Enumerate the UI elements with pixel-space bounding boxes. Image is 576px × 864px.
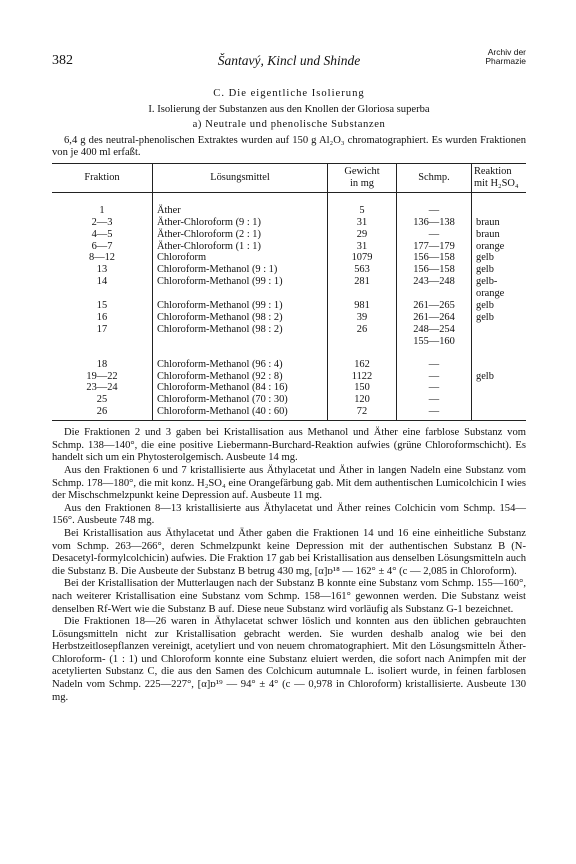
header-gewicht-line-1: Gewicht xyxy=(344,165,380,177)
header-fraktion: Fraktion xyxy=(52,163,153,192)
header-reaktion xyxy=(472,163,527,192)
cell-fraktion: 14 xyxy=(96,276,108,288)
cell-fraktion: 15 xyxy=(96,300,108,312)
cell-schmp: 136—138 xyxy=(397,217,472,229)
cell-fraktion: 26 xyxy=(52,406,153,420)
cell-fraktion: 4—5 xyxy=(91,228,113,240)
table-row xyxy=(52,336,526,348)
header-gewicht xyxy=(328,163,397,192)
cell-fraktion: 8—12 xyxy=(89,252,115,264)
cell-gewicht: 162 xyxy=(328,348,397,371)
running-header xyxy=(52,48,526,70)
cell-schmp: 177—179 xyxy=(397,241,472,253)
table-row xyxy=(52,394,526,406)
cell-reaktion: braun xyxy=(472,229,527,241)
header-reaktion-line-1: Reaktion xyxy=(474,165,512,177)
cell-schmp: 248—254 xyxy=(397,324,472,336)
journal-line-1: Archiv der xyxy=(487,47,526,57)
header-reaktion-line-2: mit H₂SO₄ xyxy=(474,177,519,189)
header-schmp: Schmp. xyxy=(397,163,472,192)
cell-loesungsmittel: Chloroform-Methanol (40 : 60) xyxy=(153,406,328,420)
cell-fraktion: 13 xyxy=(96,264,108,276)
cell-gewicht xyxy=(328,336,397,348)
paragraph: Die Fraktionen 18—26 waren in Äthylacetat schwer löslich und konnten aus den üblichen gebrauchten Lösungsmitteln nicht zur Kristallisation gebracht werden. Sie wurden deshalb analog wie bei den Herbstzeitlosepflanzen vereinigt, acetyliert und von neuem chromatographiert. Mit den Lösungsmitteln Äther-Chloroform- (1 : 1) und Chloroform konnte eine Substanz eluiert werden, die sofort nach Animpfen mit der acetylierten Substanz C, die aus den Samen des Colchicum autumnale L. isoliert wurde, in feinen farblosen Nadeln vom Schmp. 225—227°, [α]ᴅ¹⁹ — 94° ± 4° (c — 0,978 in Chloroform) kristallisierte. Ausbeute 130 mg. xyxy=(52,616,526,703)
section-subheading: I. Isolierung der Substanzen aus den Knollen der Gloriosa superba xyxy=(148,103,430,115)
cell-schmp: 156—158 xyxy=(397,264,472,276)
table-row xyxy=(52,406,526,420)
cell-fraktion xyxy=(52,336,153,348)
cell-loesungsmittel: Äther-Chloroform (2 : 1) xyxy=(153,229,328,241)
cell-reaktion xyxy=(472,348,527,371)
cell-fraktion: 2—3 xyxy=(91,216,113,228)
page-number: 382 xyxy=(52,53,73,68)
table-row xyxy=(52,348,526,371)
cell-loesungsmittel: Chloroform-Methanol (9 : 1) xyxy=(153,264,328,276)
table-row xyxy=(52,324,526,336)
cell-reaktion: gelb xyxy=(472,264,527,276)
cell-reaktion xyxy=(472,382,527,394)
header-authors: Šantavý, Kincl und Shinde xyxy=(217,53,361,68)
table-row xyxy=(52,192,526,216)
table-row xyxy=(52,229,526,241)
cell-schmp: — xyxy=(397,229,472,241)
cell-fraktion: 19—22 xyxy=(86,370,118,382)
table-body xyxy=(52,192,526,420)
cell-reaktion: gelb xyxy=(472,371,527,383)
cell-schmp: 155—160 xyxy=(397,336,472,348)
table-row xyxy=(52,217,526,229)
cell-reaktion: orange xyxy=(472,241,527,253)
cell-reaktion xyxy=(472,192,527,216)
table-row xyxy=(52,371,526,383)
cell-schmp: 156—158 xyxy=(397,252,472,264)
cell-schmp: 261—264 xyxy=(397,312,472,324)
cell-gewicht: 1079 xyxy=(328,252,397,264)
cell-loesungsmittel: Chloroform-Methanol (70 : 30) xyxy=(153,394,328,406)
page-content xyxy=(52,88,526,704)
cell-gewicht: 72 xyxy=(328,406,397,420)
fractions-table xyxy=(52,163,526,421)
cell-gewicht: 981 xyxy=(328,300,397,312)
cell-loesungsmittel: Chloroform-Methanol (98 : 2) xyxy=(153,312,328,324)
paragraph: Aus den Fraktionen 6 und 7 kristallisierte aus Äthylacetat und Äther in langen Nadeln eine Substanz vom Schmp. 178—180°, die mit konz. H₂SO₄ eine Orangefärbung gab. Mit dem authentischen Lumicolchicin I wies der Mischschmelzpunkt keine Depression auf. Ausbeute 11 mg. xyxy=(52,464,526,502)
cell-loesungsmittel: Äther-Chloroform (9 : 1) xyxy=(153,217,328,229)
body-text xyxy=(52,427,526,704)
cell-loesungsmittel: Äther-Chloroform (1 : 1) xyxy=(153,241,328,253)
cell-schmp: — xyxy=(397,348,472,371)
cell-reaktion xyxy=(472,336,527,348)
cell-loesungsmittel: Chloroform-Methanol (92 : 8) xyxy=(153,371,328,383)
cell-gewicht: 5 xyxy=(328,192,397,216)
cell-schmp: 243—248 xyxy=(397,276,472,300)
cell-schmp: — xyxy=(397,382,472,394)
cell-gewicht: 26 xyxy=(328,324,397,336)
paragraph: Bei Kristallisation aus Äthylacetat und Äther gaben die Fraktionen 14 und 16 eine einheitliche Substanz vom Schmp. 263—266°, deren Schmelzpunkt keine Depression mit der authentischen Substanz B (N-Desacetyl-formylcolchicin) aufwies. Die Fraktion 17 gab bei Kristallisation aus denselben Lösungsmitteln auch die Substanz B. Die Ausbeute der Substanz B betrug 430 mg, [α]ᴅ¹⁸ — 162° ± 4° (c — 2,085 in Chloroform). xyxy=(52,527,526,577)
cell-reaktion: gelb xyxy=(472,252,527,264)
cell-reaktion: gelb xyxy=(472,312,527,324)
cell-schmp: — xyxy=(397,406,472,420)
cell-fraktion: 17 xyxy=(96,323,108,335)
header-loesungsmittel: Lösungsmittel xyxy=(153,163,328,192)
cell-loesungsmittel: Chloroform-Methanol (99 : 1) xyxy=(153,300,328,312)
cell-loesungsmittel: Chloroform xyxy=(153,252,328,264)
cell-loesungsmittel: Chloroform-Methanol (84 : 16) xyxy=(153,382,328,394)
cell-reaktion: gelb xyxy=(472,300,527,312)
cell-reaktion: braun xyxy=(472,217,527,229)
cell-reaktion xyxy=(472,406,527,420)
cell-fraktion: 25 xyxy=(96,394,108,406)
intro-paragraph: 6,4 g des neutral-phenolischen Extraktes wurden auf 150 g Al₂O₃ chromatographiert. Es wurden Fraktionen von je 400 ml erfaßt. xyxy=(52,134,526,159)
cell-schmp: — xyxy=(397,394,472,406)
cell-schmp: — xyxy=(397,371,472,383)
journal-name xyxy=(485,48,526,66)
cell-gewicht: 281 xyxy=(328,276,397,300)
cell-fraktion: 18 xyxy=(96,358,108,370)
cell-schmp: — xyxy=(397,192,472,216)
section-subsubheading: a) Neutrale und phenolische Substanzen xyxy=(192,119,386,131)
paragraph: Aus den Fraktionen 8—13 kristallisierte aus Äthylacetat und Äther reines Colchicin vom Schmp. 154—156°. Ausbeute 748 mg. xyxy=(52,502,526,527)
cell-reaktion xyxy=(472,394,527,406)
table-row xyxy=(52,382,526,394)
cell-fraktion: 1 xyxy=(99,204,105,216)
paragraph: Bei der Kristallisation der Mutterlaugen nach der Substanz B konnte eine Substanz vom Schmp. 155—160°, nach weiterer Kristallisation eine Substanz vom Schmp. 158—161° gewonnen werden. Die Substanz weist denselben Rf-Wert wie die Substanz B auf. Diese neue Substanz wird vorläufig als Substanz G-1 bezeichnet. xyxy=(52,578,526,615)
cell-gewicht: 31 xyxy=(328,241,397,253)
cell-reaktion: gelb-orange xyxy=(472,276,527,300)
cell-gewicht: 150 xyxy=(328,382,397,394)
cell-loesungsmittel: Chloroform-Methanol (96 : 4) xyxy=(153,348,328,371)
journal-line-2: Pharmazie xyxy=(485,56,526,66)
cell-loesungsmittel: Äther xyxy=(153,192,328,216)
cell-schmp: 261—265 xyxy=(397,300,472,312)
cell-gewicht: 39 xyxy=(328,312,397,324)
table-row xyxy=(52,276,526,300)
table-row xyxy=(52,264,526,276)
cell-fraktion: 23—24 xyxy=(86,382,118,394)
cell-fraktion: 6—7 xyxy=(91,240,113,252)
table-row xyxy=(52,241,526,253)
cell-fraktion: 16 xyxy=(96,311,108,323)
section-heading: C. Die eigentliche Isolierung xyxy=(213,88,365,99)
header-gewicht-line-2: in mg xyxy=(350,177,374,189)
cell-gewicht: 1122 xyxy=(328,371,397,383)
paragraph: Die Fraktionen 2 und 3 gaben bei Kristallisation aus Methanol und Äther eine farblose Substanz vom Schmp. 138—140°, die eine positive Liebermann-Burchard-Reaktion aufwies (grüne Chloroformschicht). Es handelt sich um ein Phytosterolgemisch. Ausbeute 14 mg. xyxy=(52,427,526,464)
cell-loesungsmittel: Chloroform-Methanol (98 : 2) xyxy=(153,324,328,336)
cell-gewicht: 563 xyxy=(328,264,397,276)
table-header-row xyxy=(52,163,526,192)
cell-loesungsmittel: Chloroform-Methanol (99 : 1) xyxy=(153,276,328,300)
table-row xyxy=(52,300,526,312)
cell-gewicht: 31 xyxy=(328,217,397,229)
table-row xyxy=(52,312,526,324)
cell-gewicht: 29 xyxy=(328,229,397,241)
cell-gewicht: 120 xyxy=(328,394,397,406)
cell-reaktion xyxy=(472,324,527,336)
table-row xyxy=(52,252,526,264)
cell-loesungsmittel xyxy=(153,336,328,348)
